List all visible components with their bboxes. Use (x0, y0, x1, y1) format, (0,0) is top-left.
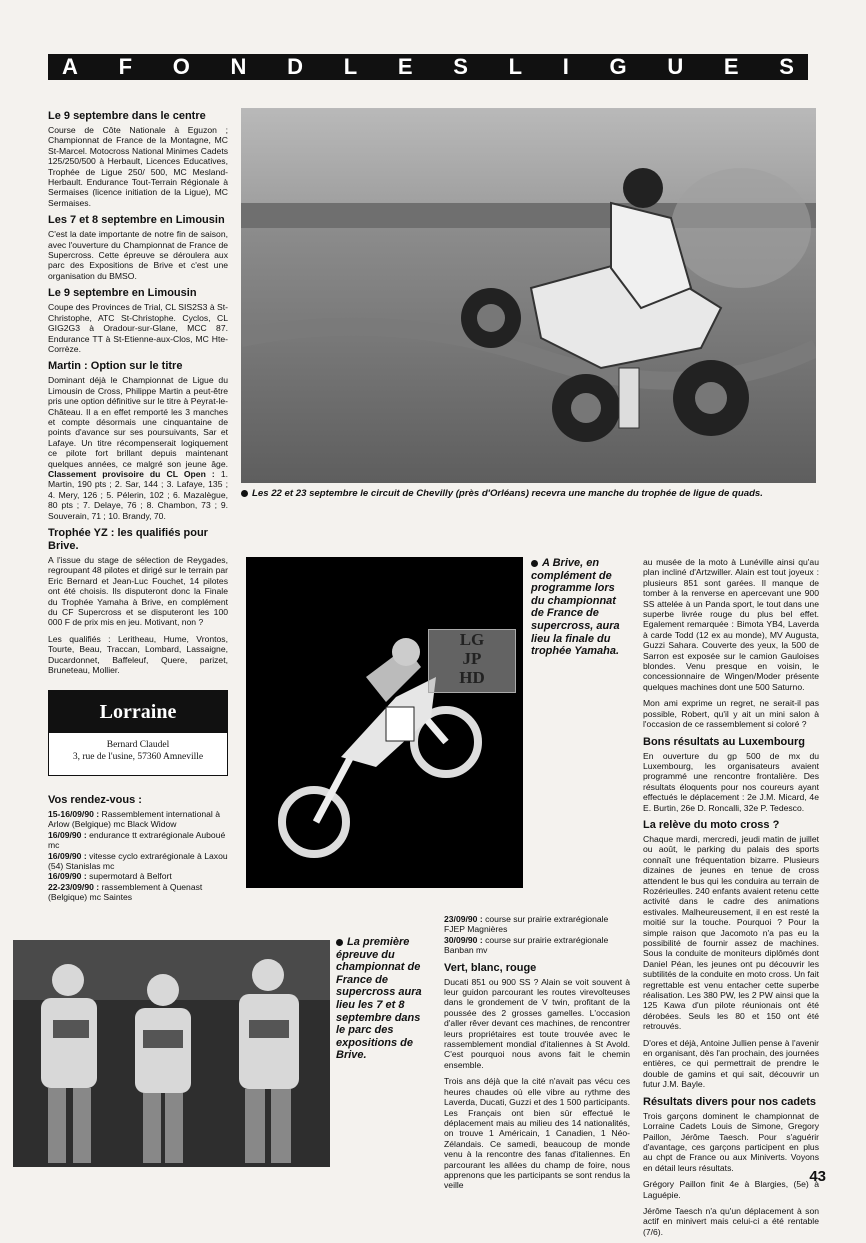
riders-caption (336, 936, 428, 1062)
rendezvous-item (48, 851, 228, 872)
quad-photo (241, 108, 816, 483)
rendezvous-item (48, 871, 228, 881)
bold-lead: Classement provisoire du CL Open : (48, 468, 215, 479)
right-column (643, 557, 819, 1243)
banner-letter: I (562, 54, 569, 79)
paragraph-text: D'ores et déjà, Antoine Jullien pense à l'avenir en organisant, dès l'an prochain, des journées entières, ce qui permettrait de prendre le double de gamins et qui sait, découvrir un futur J.M. Bayle. (643, 1037, 819, 1090)
rendezvous-title: Vos rendez-vous : (48, 794, 142, 806)
section-banner (48, 54, 808, 80)
supercross-photo (246, 557, 523, 888)
rendezvous-item (444, 914, 630, 935)
event-text: rassemblement à Quenast (Belgique) mc Saintes (48, 881, 203, 903)
event-date: 16/09/90 : (48, 850, 87, 861)
rendezvous-item (444, 935, 630, 956)
banner-letter: S (779, 54, 794, 79)
event-date: 23/09/90 : (444, 914, 483, 924)
paragraph-text: Trois garçons dominent le championnat de Lorraine Cadets Louis de Simone, Gregory Paillon, Jérôme Taesch. Pour s'aguérir d'avantage, ces garçons participent en plus au chpt de France ou aux Miniverts. Voyons en détail leurs résultats. (643, 1110, 819, 1173)
middle-column (444, 914, 630, 1197)
quad-caption (241, 488, 816, 505)
banner-letter: S (453, 54, 468, 79)
paragraph-text: 1. Martin, 190 pts ; 2. Sar, 144 ; 3. Lafaye, 135 ; 4. Mery, 126 ; 5. Pélerin, 102 ; 6. Mazalègue, 80 pts ; 7. Delaye, 76 ; 8. Chambon, 73 ; 9. Souverain, 71 ; 10. Brandy, 70. (48, 468, 228, 521)
lorraine-address: Bernard Claudel 3, rue de l'usine, 57360 Amneville (72, 740, 204, 762)
paragraph-text: Dominant déjà le Championnat de Ligue du Limousin de Cross, Philippe Martin a peut-être pris une option définitive sur le titre à Peyrat-le-Château. Il a en effet remporté les 3 manches et compte désormais une cinquantaine de points d'avance sur ses poursuivants, Sar et Lafaye. Un titre récompenserait logiquement ce pilote fort brillant depuis maintenant quelques années, ce malgré son jeune âge. (48, 375, 228, 469)
paragraph-text: C'est la date importante de notre fin de saison, avec l'ouverture du Championnat de France de Supercross. Cette épreuve se déroulera aux parc des Expositions de Brive et c'est une organisation du BMSO. (48, 229, 228, 281)
paragraph-text: Trois ans déjà que la cité n'avait pas vécu ces heures chaudes où elle vibre au rythme des Laverda, Ducati, Guzzi et des 1 500 participants. Les Français ont bien sûr effectué le déplacement mais au milieu des 14 nationalités, on trouve 1 Américain, 1 Canadien, 1 Néo-Zélandais. Ce samedi, beaucoup de monde venu à la rencontre des fanas d'italiennes. En parcourant les allées du champ de foire, nous apprenons que les participants se sont rendus la veille (444, 1076, 630, 1191)
section-body (48, 555, 228, 628)
event-date: 16/09/90 : (48, 829, 87, 840)
event-text: supermotard à Belfort (86, 871, 172, 882)
caption-text: Les 22 et 23 septembre le circuit de Chevilly (près d'Orléans) recevra une manche du trophée de ligue de quads. (252, 488, 763, 499)
paragraph-text: Chaque mardi, mercredi, jeudi matin de juillet ou août, le parking du palais des sports connaît une fréquentation bizarre. Plusieurs dizaines de jeunes en tenue de cross attendent le bus qui les conduira au terrain de Rozérieulles. 240 enfants avaient retenu cette activité dans le cadre des animations estivales. Malheureusement, il en est resté la moitié sur la touche. Pourquoi ? Pour la simple raison que Jacomoto n'a pas eu la possibilité de fournir assez de machines. Sous la conduite de moniteurs diplômés dont Daniel Péan, les jeunes ont pu découvrir les subtilités de la conduite en moto cross. Un fait regrettable est venu entacher cette superbe réalisation. Les 380 PW, les 2 PW ainsi que la 125 Kawa d'un pilote réunionais ont été dérobées. Seuls les 80 et 150 ont été retrouvés. (643, 833, 819, 1032)
watermark-logo: LG JP HD (428, 629, 516, 693)
section-body (48, 125, 228, 208)
paragraph-text: Ducati 851 ou 900 SS ? Alain se voit souvent à leur guidon parcourant les routes virevolteuses dans le grondement de V twin, profitant de la poussée des 2 grosses gamelles. L'occasion d'aller rêver devant ces machines, de rencontrer leurs propriétaires est toute trouvée avec le rassemblement mondial d'italiennes à St Avold. C'est pourquoi nous avons fait le chemin ensemble. (444, 976, 630, 1070)
section-body (48, 375, 228, 521)
riders-photo-image (13, 940, 330, 1167)
banner-letter: E (397, 54, 413, 79)
paragraph-text: Coupe des Provinces de Trial, CL SIS2S3 à St-Christophe, ATC St-Christophe. Cyclos, CL GIG2G3 à Oradour-sur-Glane, MCC 87. Endurance TT à St-Etienne-aux-Clos, MC Hte-Corrèze. (48, 302, 228, 354)
section-title: Trophée YZ : les qualifiés pour Brive. (48, 527, 208, 552)
banner-letter: L (343, 54, 358, 79)
brive-caption (531, 557, 631, 658)
lorraine-title: Lorraine (49, 691, 227, 733)
section-title: Le 9 septembre dans le centre (48, 110, 206, 122)
event-date: 15-16/09/90 : (48, 809, 100, 819)
bullet-icon (336, 939, 343, 946)
paragraph-text: Jérôme Taesch n'a qu'un déplacement à son actif en minivert mais celui-ci a été rentable (7/6). (643, 1205, 819, 1237)
section-body (48, 302, 228, 354)
rendezvous-item (48, 882, 228, 903)
event-text: course sur prairie extrarégionale Banban mv (444, 934, 609, 956)
event-text: endurance tt extrarégionale Auboué mc (48, 829, 226, 851)
caption-text: La première épreuve du championnat de France de supercross aura lieu les 7 et 8 septembre dans le parc des expositions de Brive. (336, 936, 422, 1062)
banner-letter: F (118, 54, 133, 79)
section-title: Vert, blanc, rouge (444, 961, 537, 974)
banner-letter: E (723, 54, 739, 79)
section-body (48, 229, 228, 281)
bullet-icon (531, 560, 538, 567)
section-title: Les 7 et 8 septembre en Limousin (48, 214, 225, 227)
banner-letter: D (287, 54, 303, 79)
section-title: Bons résultats au Luxembourg (643, 735, 805, 748)
left-column (48, 110, 228, 681)
event-text: Rassemblement international à Arlow (Belgique) mc Black Widow (48, 809, 220, 830)
lorraine-box (48, 690, 228, 776)
section-title: La relève du moto cross ? (643, 818, 780, 831)
banner-letter: G (609, 54, 627, 79)
paragraph-text: Mon ami exprime un regret, ne serait-il pas possible, Robert, qu'il y ait un mini salon à l'occasion de ce rassemblement si coloré ? (643, 698, 819, 730)
section-title: Le 9 septembre en Limousin (48, 287, 197, 300)
banner-letter: U (667, 54, 684, 79)
section-title: Résultats divers pour nos cadets (643, 1095, 816, 1108)
paragraph-text: A l'issue du stage de sélection de Reygades, regroupant 48 pilotes et dirigé sur le terrain par Eric Bernard et Jean-Luc Fouchet, 14 pilotes ont été choisis. Ils disputeront donc la Finale du Trophée Yamaha à Brive, en complément du CF Supercross et se disputeront les 100 000 F de prix mis en jeu. Motivant, non ? (48, 555, 228, 628)
riders-photo (13, 940, 330, 1167)
rendezvous-list (48, 794, 228, 903)
paragraph-text: Course de Côte Nationale à Eguzon ; Championnat de France de la Montagne, MC St-Marcel. Motocross National Minimes Cadets 125/250/500 à Herbault, Licences Educatives, Trophée de Ligue 250/ 500, MC Mesland-Herbault. Endurance Tout-Terrain Régionale à Sermaises (licence initiation de la Ligue), MC Sermaises. (48, 125, 228, 208)
rendezvous-item (48, 809, 228, 830)
section-body: Les qualifiés : Leritheau, Hume, Vrontos, Tourte, Beau, Traccan, Lombard, Lassaigne, Ducardonnet, Baffeleuf, Quere, parizet, Bruneteau, Mollier. (48, 633, 228, 676)
page-number: 43 (809, 1168, 826, 1185)
paragraph-text: En ouverture du gp 500 de mx du Luxembourg, les organisateurs avaient programmé une rencontre frontalière. Des résultats éloquents pour nos coureurs ayant effectués le déplacement : 2e J.M. Micard, 4e E. Burtin, 26e D. Roncalli, 32e P. Tedesco. (643, 750, 819, 813)
paragraph-text: Grégory Paillon finit 4e à Blargies, (5e) à Laguépie. (643, 1179, 819, 1200)
banner-letter: L (508, 54, 523, 79)
event-text: course sur prairie extrarégionale FJEP Magnières (444, 914, 609, 935)
rendezvous-item (48, 830, 228, 851)
bullet-icon (241, 490, 248, 497)
banner-letter: N (230, 54, 247, 79)
event-date: 16/09/90 : (48, 871, 87, 882)
paragraph-text: au musée de la moto à Lunéville ainsi qu'au plan incliné d'Artzwiller. Alain est tout joyeux : plusieurs 851 sont garées. Il manque de tomber à la renverse en apercevant une 900 SS attelée à un Panda sport, le tout dans une superbe livrée rouge du plus bel effet. Egalement remarquée : Bimota YB4, Laverda à carde Todd (12 ex au monde), MV Augusta, Guzzi Sahara. Couverte des yeux, la 500 de Sarron est exposée sur le camion Gauloises blondes. Venu presque en voisin, le concessionnaire de Wingen/Moder présente quelques machines dont une 500 Saturno. (643, 557, 819, 692)
event-date: 30/09/90 : (444, 934, 483, 945)
quad-photo-image (241, 108, 816, 483)
event-text: vitesse cyclo extrarégionale à Laxou (54) Stanislas mc (48, 850, 228, 872)
supercross-photo-image (246, 557, 523, 888)
event-date: 22-23/09/90 : (48, 881, 100, 892)
banner-letter: O (172, 54, 190, 79)
section-title: Martin : Option sur le titre (48, 360, 183, 373)
caption-text: A Brive, en complément de programme lors du championnat de France de supercross, aura lieu la finale du trophée Yamaha. (531, 557, 620, 658)
banner-letter: A (62, 54, 78, 79)
